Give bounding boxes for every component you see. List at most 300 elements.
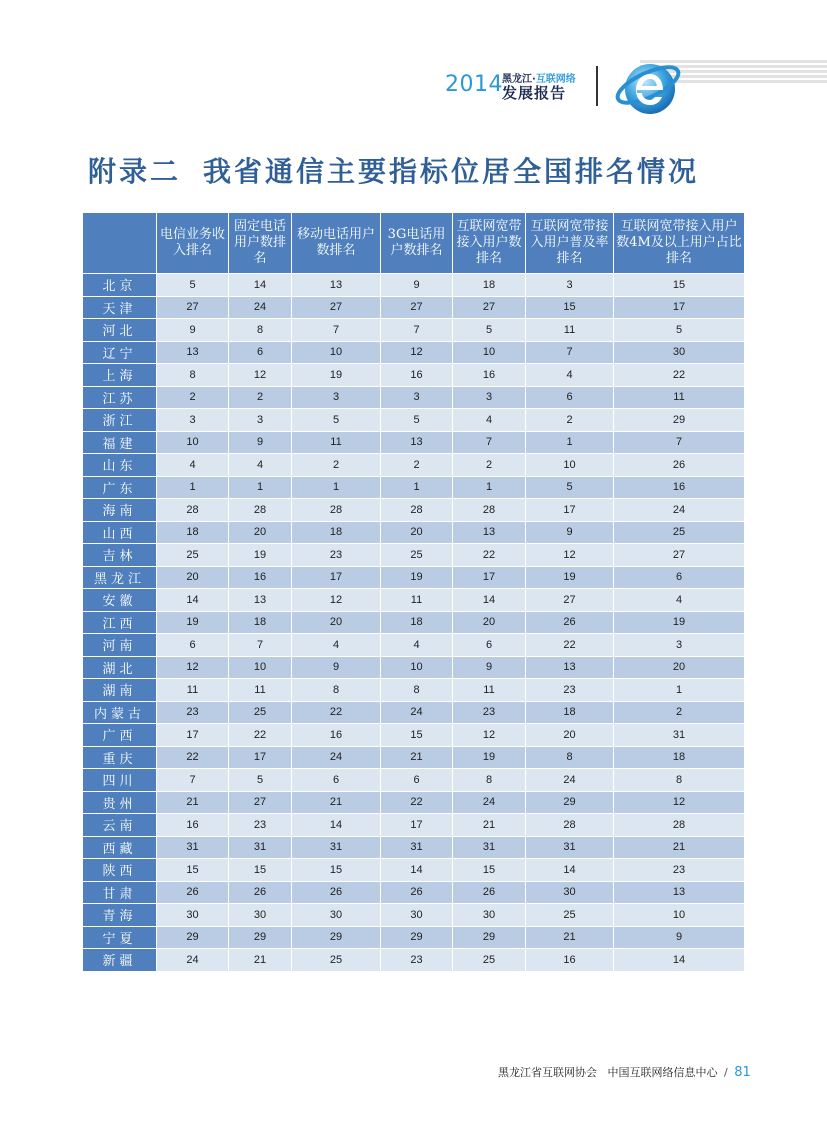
rank-cell: 18 [229,611,292,634]
rank-cell: 23 [157,701,229,724]
rank-cell: 20 [453,611,526,634]
rank-cell: 13 [229,589,292,612]
table-row [83,859,745,882]
rank-cell: 21 [614,836,745,859]
header-divider [596,66,598,106]
rank-cell: 19 [157,611,229,634]
rank-cell: 16 [381,364,453,387]
rank-cell: 30 [526,881,614,904]
rank-cell: 24 [614,499,745,522]
rank-cell: 3 [292,386,381,409]
rank-cell: 30 [229,904,292,927]
rank-cell: 3 [157,409,229,432]
rank-cell: 12 [157,656,229,679]
rank-cell: 25 [526,904,614,927]
rank-cell: 12 [381,341,453,364]
rank-cell: 12 [614,791,745,814]
rank-cell: 16 [292,724,381,747]
rank-cell: 11 [292,431,381,454]
rank-cell: 19 [614,611,745,634]
rank-cell: 6 [614,566,745,589]
province-cell: 宁夏 [83,926,157,949]
rank-cell: 6 [292,769,381,792]
rank-cell: 13 [453,521,526,544]
rank-cell: 14 [229,274,292,297]
rank-cell: 28 [453,499,526,522]
rank-cell: 27 [526,589,614,612]
rank-cell: 16 [453,364,526,387]
ranking-table [82,212,745,972]
rank-cell: 9 [453,656,526,679]
rank-cell: 27 [381,296,453,319]
table-row [83,274,745,297]
rank-cell: 29 [292,926,381,949]
table-row [83,341,745,364]
rank-cell: 24 [157,949,229,972]
rank-cell: 2 [157,386,229,409]
rank-cell: 7 [526,341,614,364]
rank-cell: 29 [157,926,229,949]
rank-cell: 21 [229,949,292,972]
province-cell: 安徽 [83,589,157,612]
table-row [83,566,745,589]
rank-cell: 27 [229,791,292,814]
rank-cell: 18 [381,611,453,634]
rank-cell: 24 [292,746,381,769]
rank-cell: 7 [614,431,745,454]
rank-cell: 3 [381,386,453,409]
rank-cell: 13 [614,881,745,904]
rank-cell: 23 [614,859,745,882]
province-cell: 湖南 [83,679,157,702]
rank-cell: 26 [229,881,292,904]
province-cell: 福建 [83,431,157,454]
rank-cell: 7 [157,769,229,792]
page-footer [498,1064,751,1080]
rank-cell: 22 [381,791,453,814]
table-row [83,769,745,792]
table-row [83,544,745,567]
rank-cell: 9 [157,319,229,342]
rank-cell: 20 [229,521,292,544]
rank-cell: 21 [292,791,381,814]
rank-cell: 16 [614,476,745,499]
province-cell: 河北 [83,319,157,342]
table-row [83,791,745,814]
rank-cell: 14 [614,949,745,972]
rank-cell: 12 [292,589,381,612]
rank-cell: 2 [229,386,292,409]
rank-cell: 5 [229,769,292,792]
province-cell: 甘肃 [83,881,157,904]
page-title [88,150,699,190]
rank-cell: 18 [614,746,745,769]
rank-cell: 4 [229,454,292,477]
rank-cell: 25 [614,521,745,544]
province-cell: 湖北 [83,656,157,679]
rank-cell: 11 [526,319,614,342]
rank-cell: 6 [526,386,614,409]
rank-cell: 13 [292,274,381,297]
table-row [83,701,745,724]
rank-cell: 22 [229,724,292,747]
province-cell: 天津 [83,296,157,319]
subtitle-province: 黑龙江 [502,74,532,85]
column-header: 移动电话用户数排名 [292,213,381,274]
rank-cell: 19 [453,746,526,769]
province-cell: 广东 [83,476,157,499]
rank-cell: 23 [526,679,614,702]
province-cell: 四川 [83,769,157,792]
rank-cell: 28 [381,499,453,522]
rank-cell: 7 [453,431,526,454]
rank-cell: 7 [292,319,381,342]
rank-cell: 23 [381,949,453,972]
rank-cell: 5 [614,319,745,342]
province-cell: 新疆 [83,949,157,972]
rank-cell: 5 [453,319,526,342]
column-header: 互联网宽带接入用户普及率排名 [526,213,614,274]
rank-cell: 27 [614,544,745,567]
rank-cell: 14 [292,814,381,837]
rank-cell: 4 [614,589,745,612]
rank-cell: 1 [381,476,453,499]
table-row [83,836,745,859]
rank-cell: 19 [381,566,453,589]
table-row [83,364,745,387]
rank-cell: 3 [526,274,614,297]
table-row [83,521,745,544]
rank-cell: 6 [229,341,292,364]
rank-cell: 7 [381,319,453,342]
rank-cell: 30 [381,904,453,927]
rank-cell: 9 [526,521,614,544]
table-row [83,386,745,409]
rank-cell: 20 [526,724,614,747]
title-appendix: 附录二 [88,155,182,188]
rank-cell: 31 [614,724,745,747]
rank-cell: 21 [157,791,229,814]
rank-cell: 1 [292,476,381,499]
rank-cell: 23 [453,701,526,724]
rank-cell: 20 [157,566,229,589]
table-row [83,476,745,499]
column-header [83,213,157,274]
rank-cell: 17 [229,746,292,769]
rank-cell: 31 [292,836,381,859]
rank-cell: 19 [526,566,614,589]
rank-cell: 17 [614,296,745,319]
rank-cell: 8 [453,769,526,792]
province-cell: 海南 [83,499,157,522]
rank-cell: 25 [292,949,381,972]
rank-cell: 18 [292,521,381,544]
table-row [83,904,745,927]
rank-cell: 23 [292,544,381,567]
rank-cell: 8 [381,679,453,702]
rank-cell: 18 [526,701,614,724]
rank-cell: 20 [614,656,745,679]
column-header: 3G电话用户数排名 [381,213,453,274]
rank-cell: 8 [292,679,381,702]
rank-cell: 7 [229,634,292,657]
rank-cell: 10 [381,656,453,679]
column-header: 电信业务收入排名 [157,213,229,274]
rank-cell: 15 [157,859,229,882]
rank-cell: 4 [526,364,614,387]
rank-cell: 22 [614,364,745,387]
rank-cell: 26 [614,454,745,477]
rank-cell: 1 [157,476,229,499]
rank-cell: 20 [381,521,453,544]
rank-cell: 15 [292,859,381,882]
rank-cell: 11 [157,679,229,702]
rank-cell: 13 [526,656,614,679]
table-row [83,454,745,477]
rank-cell: 29 [381,926,453,949]
rank-cell: 22 [453,544,526,567]
rank-cell: 1 [453,476,526,499]
table-header-row [83,213,745,274]
rank-cell: 8 [526,746,614,769]
rank-cell: 24 [229,296,292,319]
rank-cell: 16 [157,814,229,837]
rank-cell: 22 [292,701,381,724]
rank-cell: 3 [614,634,745,657]
rank-cell: 26 [292,881,381,904]
rank-cell: 8 [157,364,229,387]
page-header [0,0,827,125]
rank-cell: 28 [614,814,745,837]
rank-cell: 3 [229,409,292,432]
rank-cell: 17 [292,566,381,589]
subtitle-internet: 互联网络 [535,74,576,85]
rank-cell: 30 [292,904,381,927]
rank-cell: 25 [453,949,526,972]
province-cell: 山东 [83,454,157,477]
rank-cell: 11 [229,679,292,702]
rank-cell: 3 [453,386,526,409]
rank-cell: 15 [453,859,526,882]
rank-cell: 31 [453,836,526,859]
rank-cell: 29 [453,926,526,949]
rank-cell: 25 [229,701,292,724]
table-row [83,634,745,657]
rank-cell: 29 [526,791,614,814]
rank-cell: 29 [614,409,745,432]
rank-cell: 15 [614,274,745,297]
rank-cell: 17 [157,724,229,747]
column-header: 互联网宽带接入用户数4M及以上用户占比排名 [614,213,745,274]
column-header: 固定电话用户数排名 [229,213,292,274]
rank-cell: 13 [157,341,229,364]
rank-cell: 31 [526,836,614,859]
report-name: 发展报告 [502,84,567,102]
rank-cell: 10 [453,341,526,364]
rank-cell: 8 [614,769,745,792]
rank-cell: 26 [526,611,614,634]
table-row [83,746,745,769]
rank-cell: 4 [292,634,381,657]
rank-cell: 11 [614,386,745,409]
rank-cell: 5 [381,409,453,432]
rank-cell: 4 [381,634,453,657]
rank-cell: 6 [157,634,229,657]
rank-cell: 31 [157,836,229,859]
rank-cell: 25 [157,544,229,567]
rank-cell: 9 [292,656,381,679]
footer-separator: / [724,1066,728,1079]
table-row [83,409,745,432]
rank-cell: 17 [526,499,614,522]
rank-cell: 4 [453,409,526,432]
rank-cell: 28 [526,814,614,837]
rank-cell: 26 [453,881,526,904]
rank-cell: 19 [292,364,381,387]
ie-logo-icon [615,52,685,122]
rank-cell: 26 [381,881,453,904]
province-cell: 山西 [83,521,157,544]
rank-cell: 9 [381,274,453,297]
rank-cell: 24 [381,701,453,724]
rank-cell: 10 [157,431,229,454]
rank-cell: 10 [229,656,292,679]
rank-cell: 27 [453,296,526,319]
rank-cell: 18 [453,274,526,297]
rank-cell: 22 [526,634,614,657]
province-cell: 黑龙江 [83,566,157,589]
rank-cell: 2 [381,454,453,477]
province-cell: 江苏 [83,386,157,409]
rank-cell: 31 [381,836,453,859]
rank-cell: 6 [453,634,526,657]
rank-cell: 13 [381,431,453,454]
table-body [83,274,745,972]
rank-cell: 8 [229,319,292,342]
rank-cell: 17 [381,814,453,837]
table-row [83,656,745,679]
rank-cell: 19 [229,544,292,567]
rank-cell: 2 [453,454,526,477]
rank-cell: 29 [229,926,292,949]
rank-cell: 21 [453,814,526,837]
rank-cell: 18 [157,521,229,544]
rank-cell: 10 [292,341,381,364]
rank-cell: 11 [453,679,526,702]
rank-cell: 30 [614,341,745,364]
rank-cell: 10 [614,904,745,927]
table-row [83,296,745,319]
rank-cell: 9 [614,926,745,949]
province-cell: 广西 [83,724,157,747]
rank-cell: 28 [157,499,229,522]
rank-cell: 24 [526,769,614,792]
province-cell: 云南 [83,814,157,837]
table-row [83,589,745,612]
rank-cell: 12 [453,724,526,747]
rank-cell: 9 [229,431,292,454]
rank-cell: 5 [157,274,229,297]
title-text: 我省通信主要指标位居全国排名情况 [203,155,700,188]
rank-cell: 16 [526,949,614,972]
rank-cell: 15 [229,859,292,882]
province-cell: 吉林 [83,544,157,567]
table-row [83,881,745,904]
rank-cell: 28 [229,499,292,522]
rank-cell: 14 [526,859,614,882]
rank-cell: 25 [381,544,453,567]
province-cell: 上海 [83,364,157,387]
table-row [83,679,745,702]
rank-cell: 27 [292,296,381,319]
column-header: 互联网宽带接入用户数排名 [453,213,526,274]
subtitle-dot: · [532,74,536,85]
province-cell: 辽宁 [83,341,157,364]
rank-cell: 1 [526,431,614,454]
rank-cell: 22 [157,746,229,769]
rank-cell: 21 [526,926,614,949]
rank-cell: 14 [453,589,526,612]
province-cell: 河南 [83,634,157,657]
rank-cell: 11 [381,589,453,612]
rank-cell: 10 [526,454,614,477]
footer-org-cnnic: 中国互联网络信息中心 [607,1066,718,1079]
footer-org-association: 黑龙江省互联网协会 [498,1066,597,1079]
rank-cell: 2 [614,701,745,724]
table-row [83,814,745,837]
rank-cell: 14 [381,859,453,882]
rank-cell: 21 [381,746,453,769]
province-cell: 北京 [83,274,157,297]
table-row [83,499,745,522]
rank-cell: 5 [292,409,381,432]
rank-cell: 30 [157,904,229,927]
rank-cell: 14 [157,589,229,612]
rank-cell: 24 [453,791,526,814]
rank-cell: 15 [526,296,614,319]
rank-cell: 12 [229,364,292,387]
rank-cell: 2 [526,409,614,432]
table-row [83,319,745,342]
rank-cell: 1 [614,679,745,702]
rank-cell: 15 [381,724,453,747]
rank-cell: 1 [229,476,292,499]
table-row [83,611,745,634]
rank-cell: 17 [453,566,526,589]
province-cell: 青海 [83,904,157,927]
table-row [83,926,745,949]
rank-cell: 26 [157,881,229,904]
rank-cell: 2 [292,454,381,477]
province-cell: 贵州 [83,791,157,814]
rank-cell: 23 [229,814,292,837]
province-cell: 重庆 [83,746,157,769]
report-year: 2014 [445,72,503,97]
table-row [83,431,745,454]
province-cell: 内蒙古 [83,701,157,724]
province-cell: 陕西 [83,859,157,882]
rank-cell: 4 [157,454,229,477]
province-cell: 西藏 [83,836,157,859]
rank-cell: 6 [381,769,453,792]
rank-cell: 20 [292,611,381,634]
table-row [83,724,745,747]
page-number: 81 [734,1065,751,1080]
rank-cell: 16 [229,566,292,589]
table-head [83,213,745,274]
rank-cell: 12 [526,544,614,567]
rank-cell: 30 [453,904,526,927]
